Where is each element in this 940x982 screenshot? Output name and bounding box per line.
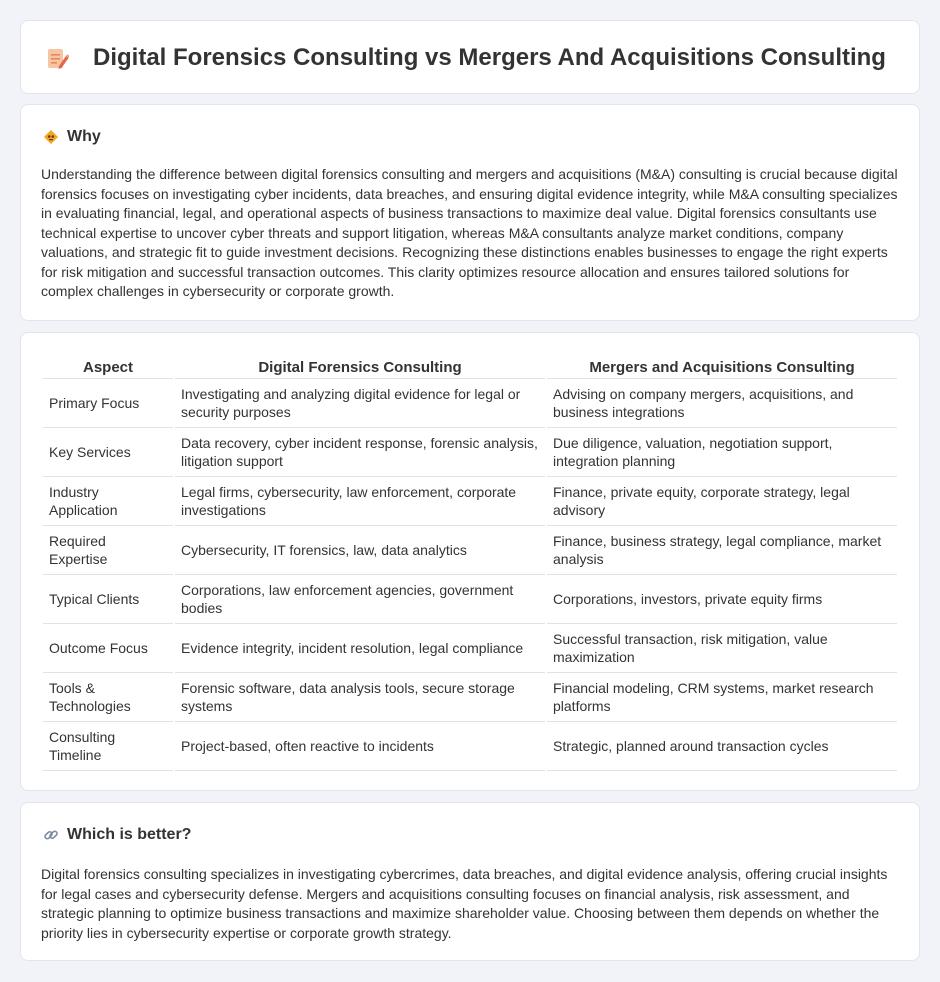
forensics-cell: Forensic software, data analysis tools, secure storage systems bbox=[175, 673, 545, 722]
forensics-cell: Evidence integrity, incident resolution, legal compliance bbox=[175, 624, 545, 673]
forensics-cell: Investigating and analyzing digital evidence for legal or security purposes bbox=[175, 379, 545, 428]
why-heading-row bbox=[43, 127, 101, 147]
ma-cell: Financial modeling, CRM systems, market research platforms bbox=[547, 673, 897, 722]
ma-cell: Finance, business strategy, legal compliance, market analysis bbox=[547, 526, 897, 575]
forensics-cell: Data recovery, cyber incident response, forensic analysis, litigation support bbox=[175, 428, 545, 477]
comparison-table bbox=[41, 353, 899, 771]
which-text: Digital forensics consulting specializes in investigating cybercrimes, data breaches, and digital evidence analysis, offering crucial insights for legal cases and cybersecurity defense. Mergers and acquisitions consulting focuses on financial analysis, risk assessment, and strategic planning to optimize business transactions and maximize shareholder value. Choosing between them depends on whether the priority lies in cybersecurity expertise or corporate growth strategy. bbox=[41, 866, 888, 941]
table-row bbox=[43, 379, 897, 428]
which-heading-row bbox=[43, 825, 191, 845]
which-heading: Which is better? bbox=[67, 826, 192, 843]
forensics-cell: Project-based, often reactive to incidents bbox=[175, 722, 545, 771]
table-row bbox=[43, 428, 897, 477]
document-pen-icon bbox=[47, 47, 69, 71]
ma-cell: Strategic, planned around transaction cycles bbox=[547, 722, 897, 771]
lightbulb-icon bbox=[43, 129, 59, 145]
title-card bbox=[20, 20, 920, 94]
column-header-digital-forensics: Digital Forensics Consulting bbox=[175, 353, 545, 379]
column-header-aspect: Aspect bbox=[43, 353, 173, 379]
forensics-cell: Legal firms, cybersecurity, law enforcement, corporate investigations bbox=[175, 477, 545, 526]
why-section bbox=[20, 104, 920, 321]
aspect-cell: Industry Application bbox=[43, 477, 173, 526]
ma-cell: Due diligence, valuation, negotiation support, integration planning bbox=[547, 428, 897, 477]
aspect-cell: Required Expertise bbox=[43, 526, 173, 575]
table-header-row bbox=[43, 353, 897, 379]
aspect-cell: Tools & Technologies bbox=[43, 673, 173, 722]
aspect-cell: Outcome Focus bbox=[43, 624, 173, 673]
ma-cell: Finance, private equity, corporate strategy, legal advisory bbox=[547, 477, 897, 526]
table-row bbox=[43, 624, 897, 673]
ma-cell: Advising on company mergers, acquisitions, and business integrations bbox=[547, 379, 897, 428]
ma-cell: Corporations, investors, private equity firms bbox=[547, 575, 897, 624]
comparison-section bbox=[20, 332, 920, 791]
table-row bbox=[43, 722, 897, 771]
aspect-cell: Primary Focus bbox=[43, 379, 173, 428]
link-icon bbox=[43, 827, 59, 843]
aspect-cell: Consulting Timeline bbox=[43, 722, 173, 771]
page-title: Digital Forensics Consulting vs Mergers And Acquisitions Consulting bbox=[93, 44, 886, 71]
aspect-cell: Key Services bbox=[43, 428, 173, 477]
table-row bbox=[43, 477, 897, 526]
aspect-cell: Typical Clients bbox=[43, 575, 173, 624]
ma-cell: Successful transaction, risk mitigation, value maximization bbox=[547, 624, 897, 673]
table-row bbox=[43, 673, 897, 722]
forensics-cell: Corporations, law enforcement agencies, government bodies bbox=[175, 575, 545, 624]
forensics-cell: Cybersecurity, IT forensics, law, data analytics bbox=[175, 526, 545, 575]
why-heading: Why bbox=[67, 128, 101, 145]
why-text: Understanding the difference between digital forensics consulting and mergers and acquisitions (M&A) consulting is crucial because digital forensics focuses on investigating cyber incidents, data breaches, and ensuring digital evidence integrity, while M&A consulting specializes in evaluating financial, legal, and operational aspects of business transactions to maximize deal value. Digital forensics consultants use technical expertise to uncover cyber threats and support litigation, whereas M&A consultants analyze market conditions, company valuations, and strategic fit to guide investment decisions. Recognizing these distinctions enables businesses to engage the right experts for risk mitigation and successful transaction outcomes. This clarity optimizes resource allocation and ensures tailored solutions for complex challenges in cybersecurity or corporate growth. bbox=[41, 166, 898, 299]
table-row bbox=[43, 526, 897, 575]
column-header-mergers-acquisitions: Mergers and Acquisitions Consulting bbox=[547, 353, 897, 379]
table-row bbox=[43, 575, 897, 624]
which-section bbox=[20, 802, 920, 961]
